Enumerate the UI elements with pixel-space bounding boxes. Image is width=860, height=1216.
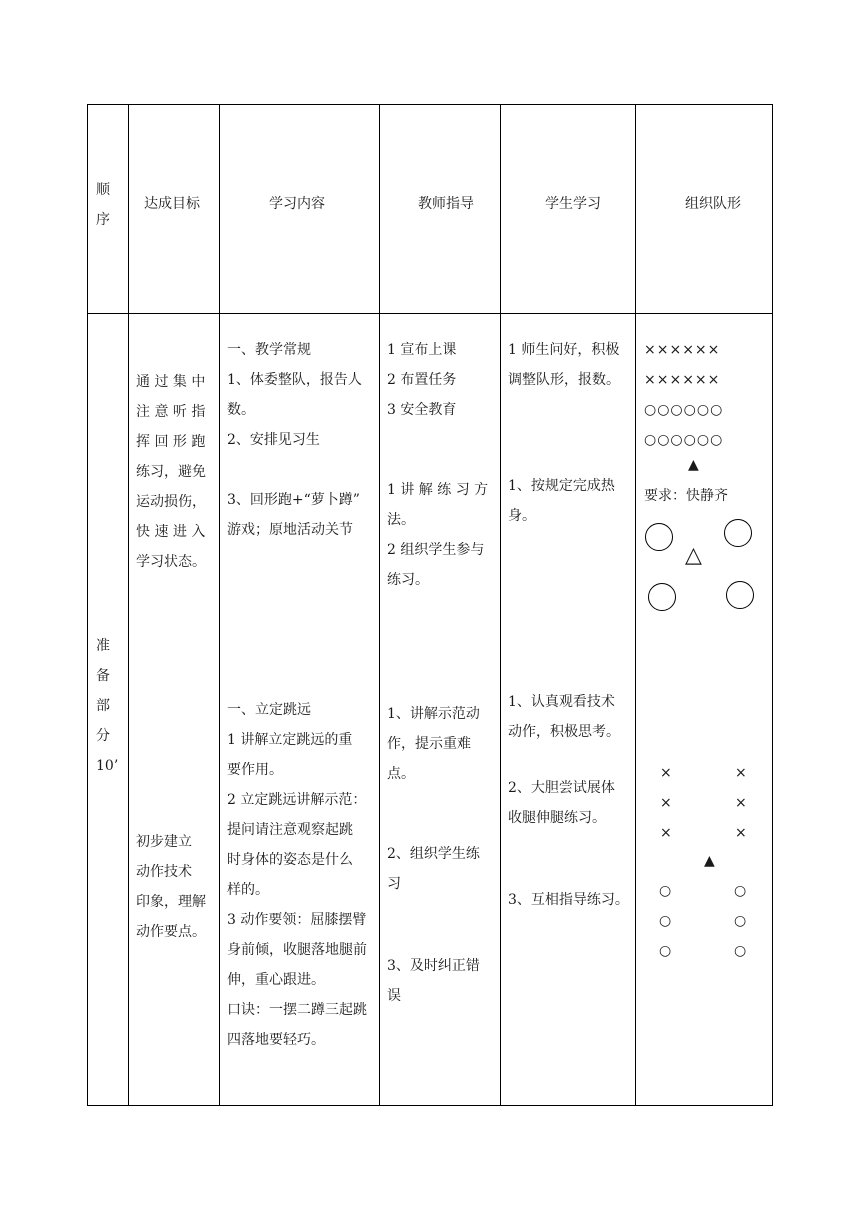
student-line: 身。 xyxy=(508,508,536,524)
goal-line: 初步建立 xyxy=(136,834,192,850)
student-part2c xyxy=(508,885,629,915)
teacher-part2a xyxy=(387,699,480,789)
station-circle xyxy=(724,519,752,547)
header-goal: 达成目标 xyxy=(144,196,200,212)
header-teacher: 教师指导 xyxy=(418,196,474,212)
student-line: 3、互相指导练习。 xyxy=(508,892,629,908)
student-line: 1、按规定完成热 xyxy=(508,478,615,494)
grid-line xyxy=(379,105,380,1105)
section-char: 分 xyxy=(96,728,110,744)
content-line: 提问请注意观察起跳 xyxy=(227,822,353,838)
ring-icon: ○ xyxy=(734,943,747,959)
student-line: 2、大胆尝试展体 xyxy=(508,780,615,796)
student-part2a xyxy=(508,687,620,747)
goal-line: 练习，避免 xyxy=(136,464,206,480)
teacher-line: 2、组织学生练 xyxy=(387,846,480,862)
student-line: 1 师生问好，积极 xyxy=(508,342,620,358)
formation-row: ○○○○○○ xyxy=(644,402,724,418)
section-char: 部 xyxy=(96,698,110,714)
grid-line xyxy=(500,105,501,1105)
teacher-line: 作，提示重难 xyxy=(387,736,471,752)
content-line: 口诀：一摆二蹲三起跳 xyxy=(227,1002,367,1018)
goal-line: 印象，理解 xyxy=(136,894,206,910)
content-part2 xyxy=(227,695,367,1055)
teacher-line: 法。 xyxy=(387,512,415,528)
content-line: 一、教学常规 xyxy=(227,342,311,358)
teacher-part1a xyxy=(387,335,456,425)
cross-icon: × xyxy=(660,825,672,841)
header-order-1: 顺 xyxy=(96,182,110,198)
content-line: 1 讲解立定跳远的重 xyxy=(227,732,353,748)
teacher-marker-icon: ▲ xyxy=(688,457,699,473)
content-line: 2、安排见习生 xyxy=(227,432,320,448)
ring-icon: ○ xyxy=(659,883,672,899)
teacher-line: 误 xyxy=(387,988,401,1004)
goal-line: 运动损伤， xyxy=(136,494,206,510)
student-part2b xyxy=(508,773,615,833)
formation-row: ×××××× xyxy=(644,372,721,388)
teacher-part1b xyxy=(387,475,488,595)
student-line: 调整队形，报数。 xyxy=(508,372,620,388)
ring-icon: ○ xyxy=(659,943,672,959)
content-line xyxy=(227,455,362,485)
content-line: 游戏；原地活动关节 xyxy=(227,522,353,538)
goal-part2 xyxy=(136,827,206,947)
teacher-line: 2 布置任务 xyxy=(387,372,457,388)
teacher-line: 1、讲解示范动 xyxy=(387,706,480,722)
content-line: 时身体的姿态是什么 xyxy=(227,852,353,868)
formation-rows xyxy=(644,335,723,455)
formation-row: ×××××× xyxy=(644,342,721,358)
ring-icon: ○ xyxy=(734,883,747,899)
teacher-marker-icon: ▲ xyxy=(704,853,715,869)
goal-part1 xyxy=(136,367,206,577)
section-label xyxy=(96,631,118,781)
grid-line xyxy=(128,105,129,1105)
content-line: 四落地要轻巧。 xyxy=(227,1032,325,1048)
teacher-line: 3、及时纠正错 xyxy=(387,958,480,974)
cross-icon: × xyxy=(735,825,747,841)
student-line: 动作，积极思考。 xyxy=(508,724,620,740)
cross-icon: × xyxy=(660,795,672,811)
grid-line xyxy=(88,313,772,314)
student-part1b xyxy=(508,471,615,531)
teacher-line: 1 讲 解 练 习 方 xyxy=(387,482,489,498)
goal-line: 挥 回 形 跑 xyxy=(136,434,206,450)
content-line: 身前倾，收腿落地腿前 xyxy=(227,942,367,958)
content-line: 1、体委整队，报告人 xyxy=(227,372,362,388)
content-line: 样的。 xyxy=(227,882,269,898)
student-line: 收腿伸腿练习。 xyxy=(508,810,606,826)
section-char: 备 xyxy=(96,668,110,684)
station-circle xyxy=(648,583,676,611)
teacher-part2b xyxy=(387,839,480,899)
station-circle xyxy=(645,523,673,551)
goal-line: 快 速 进 入 xyxy=(136,524,206,540)
goal-line: 动作要点。 xyxy=(136,924,206,940)
cross-icon: × xyxy=(660,765,672,781)
teacher-line: 习 xyxy=(387,876,401,892)
grid-line xyxy=(635,105,636,1105)
section-char: 准 xyxy=(96,638,110,654)
teacher-line: 1 宣布上课 xyxy=(387,342,457,358)
teacher-part2c xyxy=(387,951,480,1011)
teacher-line: 2 组织学生参与 xyxy=(387,542,485,558)
goal-line: 动作技术 xyxy=(136,864,192,880)
header-formation: 组织队形 xyxy=(685,196,741,212)
content-line: 3、回形跑+“萝卜蹲” xyxy=(227,492,360,508)
teacher-line: 练习。 xyxy=(387,572,429,588)
goal-line: 通 过 集 中 xyxy=(136,374,206,390)
header-order-2: 序 xyxy=(96,212,110,228)
content-part1 xyxy=(227,335,362,545)
ring-icon: ○ xyxy=(659,913,672,929)
student-part1a xyxy=(508,335,620,395)
content-line: 伸，重心跟进。 xyxy=(227,972,325,988)
teacher-line: 点。 xyxy=(387,766,415,782)
goal-line: 学习状态。 xyxy=(136,554,206,570)
cross-icon: × xyxy=(735,765,747,781)
lesson-plan-table xyxy=(87,104,773,1106)
station-circle xyxy=(726,581,754,609)
header-student: 学生学习 xyxy=(545,196,601,212)
content-line: 一、立定跳远 xyxy=(227,702,311,718)
teacher-line: 3 安全教育 xyxy=(387,402,457,418)
header-content: 学习内容 xyxy=(269,196,325,212)
content-line: 数。 xyxy=(227,402,255,418)
cross-icon: × xyxy=(735,795,747,811)
grid-line xyxy=(219,105,220,1105)
content-line: 3 动作要领：屈膝摆臂 xyxy=(227,912,367,928)
section-char: 10’ xyxy=(96,758,119,774)
content-line: 2 立定跳远讲解示范： xyxy=(227,792,367,808)
goal-line: 注 意 听 指 xyxy=(136,404,206,420)
content-line: 要作用。 xyxy=(227,762,283,778)
student-line: 1、认真观看技术 xyxy=(508,694,615,710)
ring-icon: ○ xyxy=(734,913,747,929)
triangle-icon: △ xyxy=(685,543,702,568)
formation-row: ○○○○○○ xyxy=(644,432,724,448)
formation-requirement: 要求：快静齐 xyxy=(644,488,728,504)
